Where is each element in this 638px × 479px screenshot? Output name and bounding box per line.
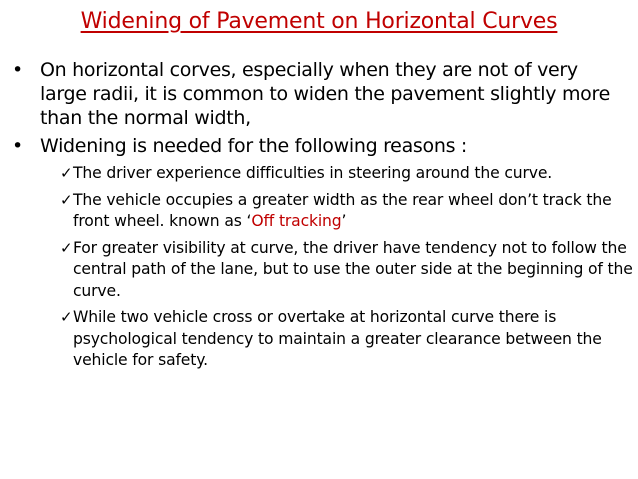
reason-text: The driver experience difficulties in steering around the curve. bbox=[73, 164, 553, 182]
reason-list bbox=[60, 163, 633, 372]
reason-item bbox=[60, 163, 633, 185]
checkmark-icon: ✓ bbox=[60, 164, 73, 182]
checkmark-icon: ✓ bbox=[60, 238, 73, 257]
reason-item bbox=[60, 190, 633, 233]
reason-text: While two vehicle cross or overtake at horizontal curve there is psychological tendency to maintain a greater clearance between the vehicle for safety. bbox=[73, 308, 602, 369]
bullet-item bbox=[10, 134, 628, 158]
off-tracking-highlight: Off tracking bbox=[251, 212, 342, 230]
bullet-text: On horizontal corves, especially when they are not of very large radii, it is common to widen the pavement slightly more than the normal width, bbox=[40, 59, 610, 129]
quote-open: ‘ bbox=[246, 212, 252, 230]
bullet-dot-icon: • bbox=[12, 135, 23, 157]
bullet-list bbox=[10, 58, 633, 377]
reason-text: For greater visibility at curve, the driver have tendency not to follow the central path of the lane, but to use the outer side at the beginning of the curve. bbox=[73, 238, 633, 300]
bullet-dot-icon: • bbox=[12, 59, 23, 81]
checkmark-icon: ✓ bbox=[60, 308, 73, 326]
reason-text bbox=[73, 190, 633, 233]
quote-close: ’ bbox=[341, 212, 347, 230]
reason-item bbox=[60, 238, 633, 303]
bullet-item bbox=[10, 58, 628, 130]
bullet-text: Widening is needed for the following reasons : bbox=[40, 135, 468, 157]
checkmark-icon: ✓ bbox=[60, 190, 73, 209]
reason-text-main: The vehicle occupies a greater width as the rear wheel don’t track the front wheel. known as bbox=[73, 190, 612, 230]
slide-title: Widening of Pavement on Horizontal Curves bbox=[80, 9, 558, 34]
reason-item bbox=[60, 307, 633, 372]
